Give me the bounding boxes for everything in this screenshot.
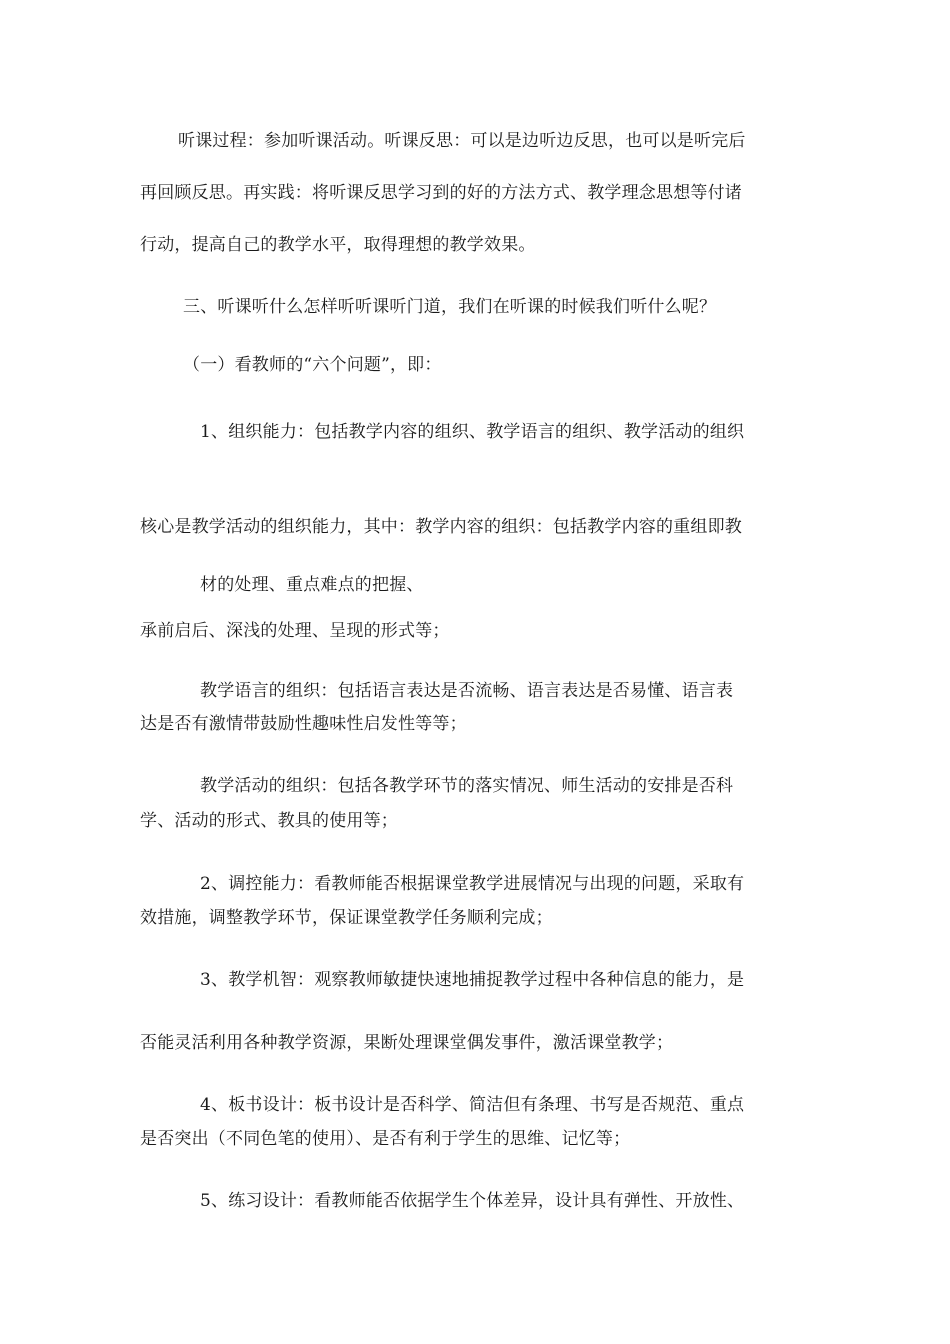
paragraph-line: 教学语言的组织：包括语言表达是否流畅、语言表达是否易懂、语言表 <box>200 681 734 701</box>
paragraph-line: 核心是教学活动的组织能力，其中：教学内容的组织：包括教学内容的重组即教 <box>140 517 742 537</box>
section-heading: 三、听课听什么怎样听听课听门道，我们在听课的时候我们听什么呢？ <box>183 297 717 317</box>
list-item-heading: 1、组织能力：包括教学内容的组织、教学语言的组织、教学活动的组织 <box>200 422 745 442</box>
list-item-heading: 2、调控能力：看教师能否根据课堂教学进展情况与出现的问题，采取有 <box>200 874 745 894</box>
paragraph-line: 效措施，调整教学环节，保证课堂教学任务顺利完成； <box>140 908 553 928</box>
paragraph-line: 达是否有激情带鼓励性趣味性启发性等等； <box>140 714 467 734</box>
paragraph-line: 教学活动的组织：包括各教学环节的落实情况、师生活动的安排是否科 <box>200 776 734 796</box>
paragraph-line: 再回顾反思。再实践：将听课反思学习到的好的方法方式、教学理念思想等付诸 <box>140 183 742 203</box>
subsection-heading: （一）看教师的“六个问题”，即： <box>183 355 442 375</box>
paragraph-line: 行动，提高自己的教学水平，取得理想的教学效果。 <box>140 235 536 255</box>
paragraph-line: 听课过程：参加听课活动。听课反思：可以是边听边反思，也可以是听完后 <box>178 131 746 151</box>
paragraph-line: 否能灵活利用各种教学资源，果断处理课堂偶发事件，激活课堂教学； <box>140 1033 674 1053</box>
paragraph-line: 材的处理、重点难点的把握、 <box>200 575 424 595</box>
list-item-heading: 4、板书设计：板书设计是否科学、简洁但有条理、书写是否规范、重点 <box>200 1095 745 1115</box>
list-item-heading: 5、练习设计：看教师能否依据学生个体差异，设计具有弹性、开放性、 <box>200 1191 745 1211</box>
list-item-heading: 3、教学机智：观察教师敏捷快速地捕捉教学过程中各种信息的能力，是 <box>200 970 745 990</box>
paragraph-line: 学、活动的形式、教具的使用等； <box>140 811 398 831</box>
paragraph-line: 是否突出（不同色笔的使用）、是否有利于学生的思维、记忆等； <box>140 1129 631 1149</box>
paragraph-line: 承前启后、深浅的处理、呈现的形式等； <box>140 621 450 641</box>
